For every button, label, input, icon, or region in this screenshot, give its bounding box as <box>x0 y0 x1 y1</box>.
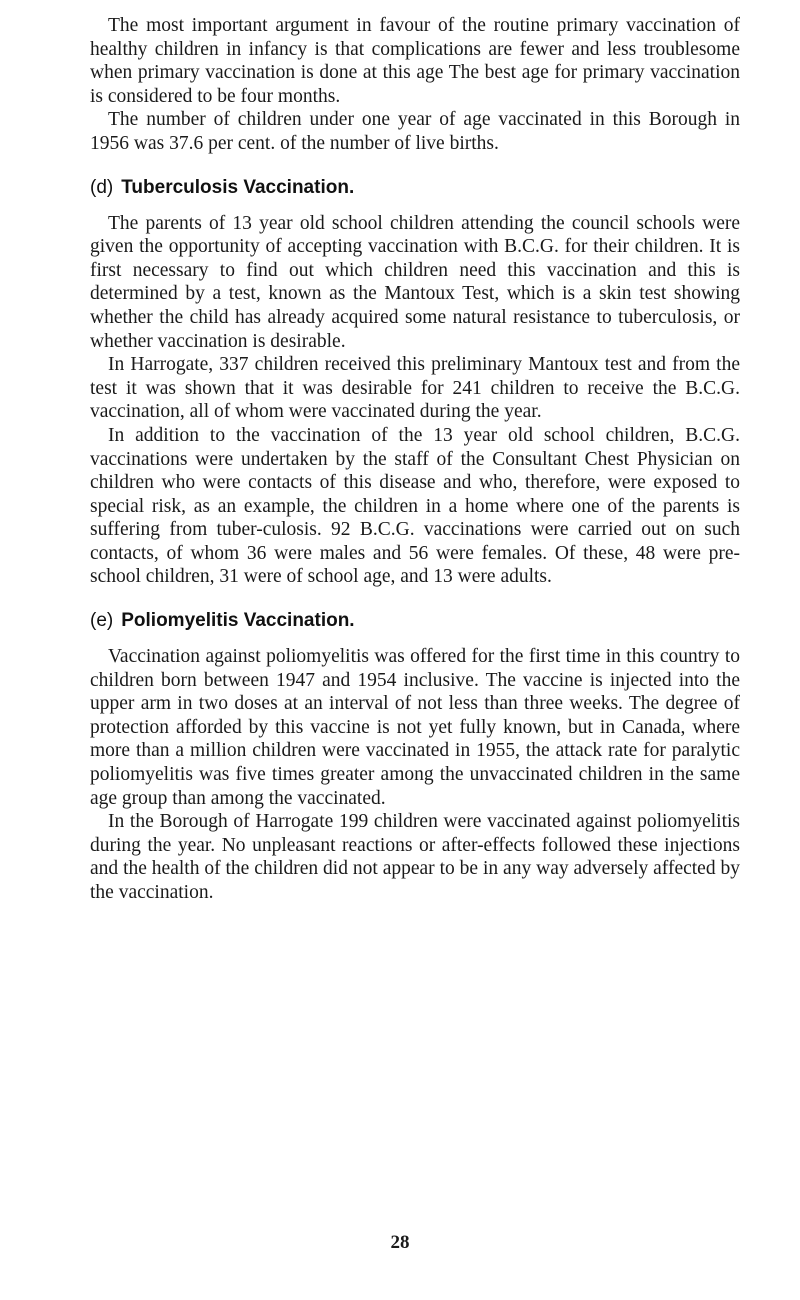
section-e-title: Poliomyelitis Vaccination. <box>121 610 355 632</box>
intro-paragraph-1: The most important argument in favour of the routine primary vaccination of healthy children in infancy is that complications are fewer and less troublesome when primary vaccination is done at this age The best age for primary vaccination is considered to be four months. <box>90 15 740 107</box>
section-e-paragraph-1: Vaccination against poliomyelitis was offered for the first time in this country to children born between 1947 and 1954 inclusive. The vaccine is injected into the upper arm in two doses at an interval of not less than three weeks. The degree of protection afforded by this vaccine is not yet fully known, but in Canada, where more than a million children were vaccinated in 1955, the attack rate for paralytic poliomyelitis was five times greater among the unvaccinated children in the same age group than among the vaccinated. <box>90 646 740 809</box>
section-d-heading <box>90 176 740 200</box>
section-d-title: Tuberculosis Vaccination. <box>121 176 355 198</box>
section-e-heading <box>90 609 740 633</box>
section-e-label: (e) <box>90 610 114 632</box>
section-e-paragraph-2: In the Borough of Harrogate 199 children were vaccinated against poliomyelitis during the year. No unpleasant reactions or after-effects followed these injections and the health of the children did not appear to be in any way adversely affected by the vaccination. <box>90 811 740 903</box>
page-number: 28 <box>390 1232 410 1253</box>
section-d-label: (d) <box>90 176 114 198</box>
section-d-paragraph-2: In Harrogate, 337 children received this preliminary Mantoux test and from the test it was shown that it was desirable for 241 children to receive the B.C.G. vaccination, all of whom were vaccinated during the year. <box>90 354 740 423</box>
document-page <box>90 14 740 905</box>
section-d-paragraph-3: In addition to the vaccination of the 13 year old school children, B.C.G. vaccinations were undertaken by the staff of the Consultant Chest Physician on children who were contacts of this disease and who, therefore, were exposed to special risk, as an example, the children in a home where one of the parents is suffering from tuber-culosis. 92 B.C.G. vaccinations were carried out on such contacts, of whom 36 were males and 56 were females. Of these, 48 were pre-school children, 31 were of school age, and 13 were adults. <box>90 424 740 588</box>
intro-paragraph-2: The number of children under one year of age vaccinated in this Borough in 1956 was 37.6 per cent. of the number of live births. <box>90 109 740 154</box>
section-d-paragraph-1: The parents of 13 year old school children attending the council schools were given the opportunity of accepting vaccination with B.C.G. for their children. It is first necessary to find out which children need this vaccination and this is determined by a test, known as the Mantoux Test, which is a skin test showing whether the child has already acquired some natural resistance to tuberculosis, or whether vaccination is desirable. <box>90 212 740 352</box>
